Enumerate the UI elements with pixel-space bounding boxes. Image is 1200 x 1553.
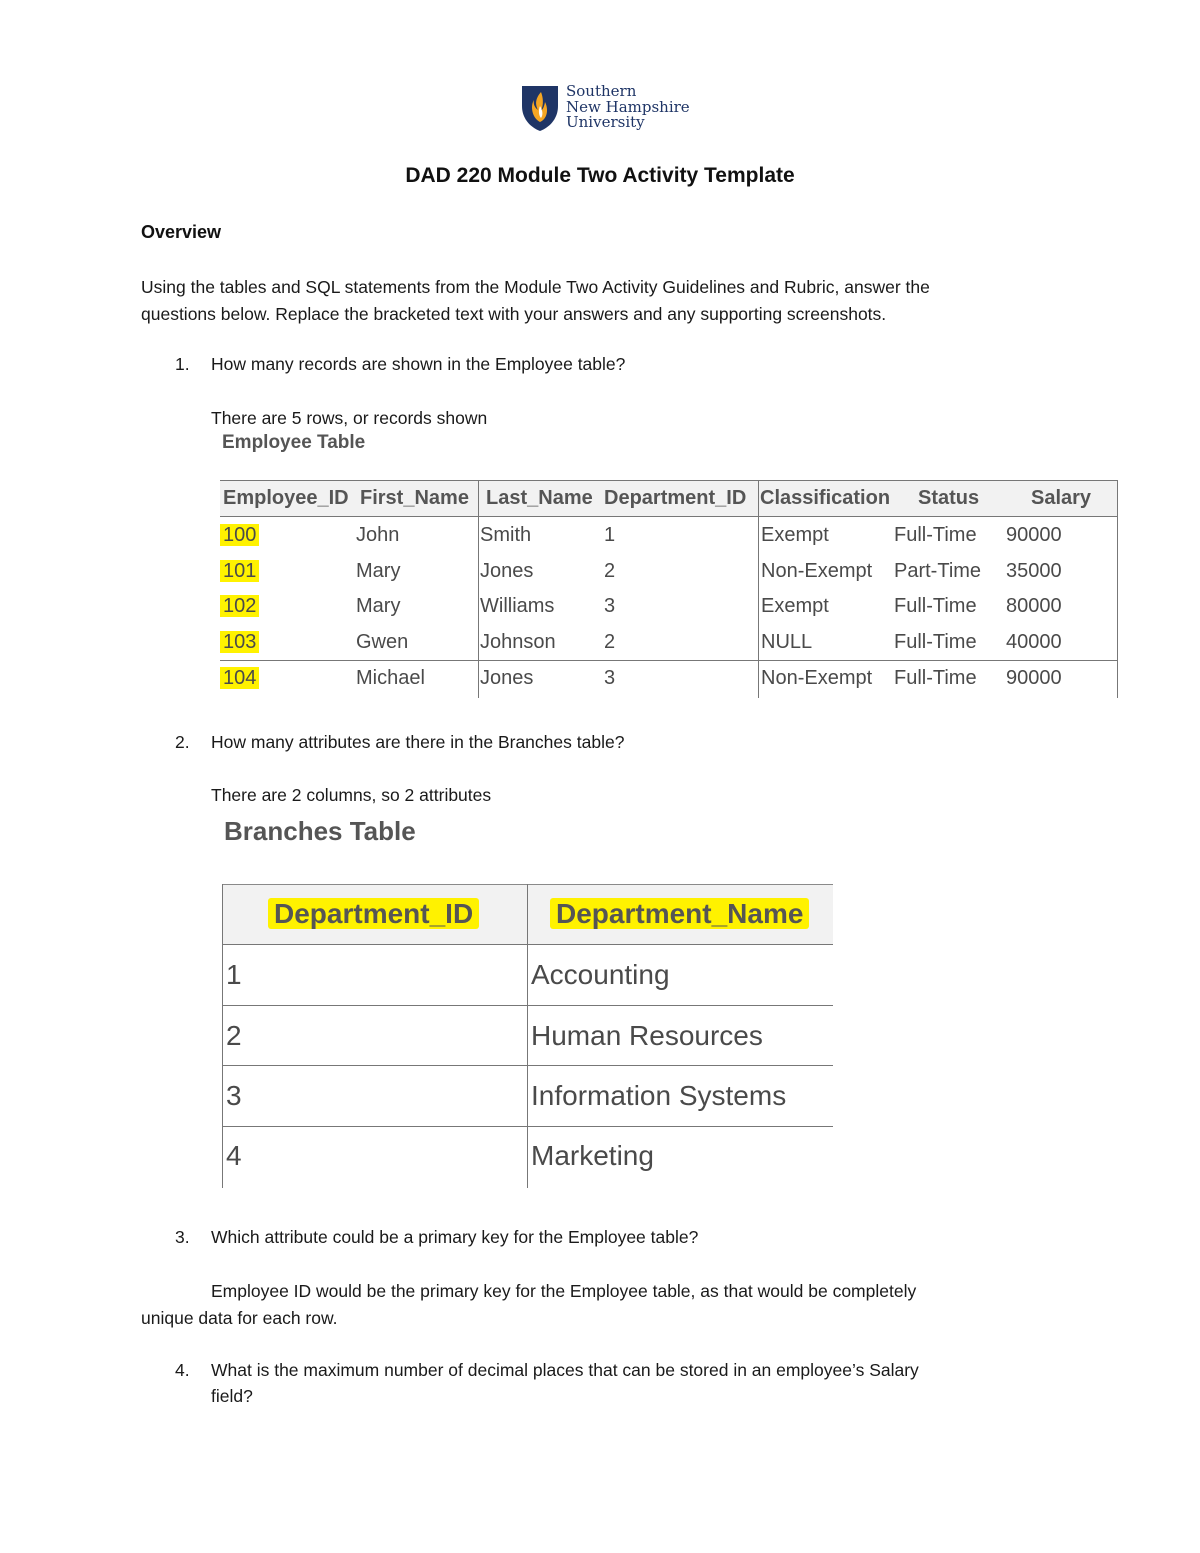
department-id-cell: 1 bbox=[604, 524, 616, 546]
last-name-cell: Jones bbox=[480, 667, 534, 689]
department-id-cell: 1 bbox=[226, 959, 242, 990]
department-id-cell: 3 bbox=[226, 1080, 242, 1111]
header-department-id: Department_ID bbox=[268, 898, 479, 929]
first-name-cell: Mary bbox=[356, 560, 401, 582]
status-cell: Full-Time bbox=[894, 595, 977, 617]
employee-id-cell: 102 bbox=[220, 595, 259, 617]
department-id-cell: 4 bbox=[226, 1140, 242, 1171]
classification-cell: Exempt bbox=[761, 524, 829, 546]
header-last-name: Last_Name bbox=[486, 480, 593, 516]
last-name-cell: Jones bbox=[480, 560, 534, 582]
overview-heading: Overview bbox=[141, 222, 222, 242]
employee-id-cell: 104 bbox=[220, 667, 259, 689]
status-cell: Part-Time bbox=[894, 560, 982, 582]
first-name-cell: John bbox=[356, 524, 400, 546]
department-id-cell: 3 bbox=[604, 667, 616, 689]
classification-cell: Non-Exempt bbox=[761, 560, 873, 582]
question-3-answer-line-2: unique data for each row. bbox=[141, 1308, 338, 1328]
department-id-cell: 3 bbox=[604, 595, 616, 617]
university-logo bbox=[520, 84, 690, 134]
table-border bbox=[220, 480, 1118, 481]
logo-line-1: Southern bbox=[566, 82, 637, 100]
question-2-answer: There are 2 columns, so 2 attributes bbox=[211, 785, 492, 805]
branches-table bbox=[222, 884, 834, 1188]
department-id-cell: 2 bbox=[226, 1020, 242, 1051]
department-name-cell: Information Systems bbox=[531, 1080, 787, 1111]
table-border bbox=[758, 480, 759, 698]
table-border bbox=[527, 884, 528, 1188]
question-4-text-line-2: field? bbox=[211, 1386, 253, 1406]
header-salary: Salary bbox=[1031, 480, 1091, 516]
department-name-cell: Human Resources bbox=[531, 1020, 763, 1051]
salary-cell: 90000 bbox=[1006, 524, 1062, 546]
flame-shield-icon bbox=[520, 84, 560, 132]
question-3-answer-line-1: Employee ID would be the primary key for the Employee table, as that would be completely bbox=[211, 1281, 917, 1301]
header-status: Status bbox=[918, 480, 979, 516]
question-2-number: 2. bbox=[175, 732, 190, 752]
first-name-cell: Mary bbox=[356, 595, 401, 617]
first-name-cell: Michael bbox=[356, 667, 425, 689]
header-first-name: First_Name bbox=[360, 480, 469, 516]
question-4-number: 4. bbox=[175, 1360, 190, 1380]
header-classification: Classification bbox=[760, 480, 890, 516]
question-4-text-line-1: What is the maximum number of decimal places that can be stored in an employee’s Salary bbox=[211, 1360, 919, 1380]
logo-line-3: University bbox=[566, 113, 645, 131]
salary-cell: 35000 bbox=[1006, 560, 1062, 582]
last-name-cell: Smith bbox=[480, 524, 532, 546]
header-employee-id: Employee_ID bbox=[223, 480, 349, 516]
employee-id-cell: 103 bbox=[220, 631, 259, 653]
salary-cell: 80000 bbox=[1006, 595, 1062, 617]
table-border bbox=[220, 660, 1118, 661]
document-title: DAD 220 Module Two Activity Template bbox=[405, 164, 795, 187]
status-cell: Full-Time bbox=[894, 667, 977, 689]
table-border bbox=[220, 516, 1118, 517]
salary-cell: 90000 bbox=[1006, 667, 1062, 689]
department-name-cell: Marketing bbox=[531, 1140, 654, 1171]
question-1-text: How many records are shown in the Employee table? bbox=[211, 354, 626, 374]
header-department-name: Department_Name bbox=[550, 898, 809, 929]
classification-cell: Exempt bbox=[761, 595, 829, 617]
question-1-number: 1. bbox=[175, 354, 190, 374]
question-1-answer: There are 5 rows, or records shown bbox=[211, 408, 488, 428]
status-cell: Full-Time bbox=[894, 631, 977, 653]
employee-table bbox=[220, 480, 1118, 698]
overview-paragraph bbox=[141, 274, 1061, 328]
first-name-cell: Gwen bbox=[356, 631, 409, 653]
question-2-text: How many attributes are there in the Branches table? bbox=[211, 732, 625, 752]
classification-cell: NULL bbox=[761, 631, 813, 653]
branches-table-caption: Branches Table bbox=[224, 816, 416, 846]
last-name-cell: Williams bbox=[480, 595, 555, 617]
table-border bbox=[478, 480, 479, 698]
logo-line-2: New Hampshire bbox=[566, 97, 690, 116]
employee-id-cell: 100 bbox=[220, 524, 259, 546]
department-name-cell: Accounting bbox=[531, 959, 670, 990]
employee-table-caption: Employee Table bbox=[222, 432, 366, 453]
table-border bbox=[222, 884, 223, 1188]
header-department-id: Department_ID bbox=[604, 480, 746, 516]
department-id-cell: 2 bbox=[604, 631, 616, 653]
last-name-cell: Johnson bbox=[480, 631, 556, 653]
logo-wordmark bbox=[566, 84, 690, 131]
question-3-text: Which attribute could be a primary key for the Employee table? bbox=[211, 1227, 699, 1247]
department-id-cell: 2 bbox=[604, 560, 616, 582]
salary-cell: 40000 bbox=[1006, 631, 1062, 653]
status-cell: Full-Time bbox=[894, 524, 977, 546]
question-3-number: 3. bbox=[175, 1227, 190, 1247]
classification-cell: Non-Exempt bbox=[761, 667, 873, 689]
overview-line-2: questions below. Replace the bracketed text with your answers and any supporting screenshots. bbox=[141, 304, 887, 324]
overview-line-1: Using the tables and SQL statements from the Module Two Activity Guidelines and Rubric, answer the bbox=[141, 277, 930, 297]
table-border bbox=[1117, 480, 1118, 698]
employee-id-cell: 101 bbox=[220, 560, 259, 582]
